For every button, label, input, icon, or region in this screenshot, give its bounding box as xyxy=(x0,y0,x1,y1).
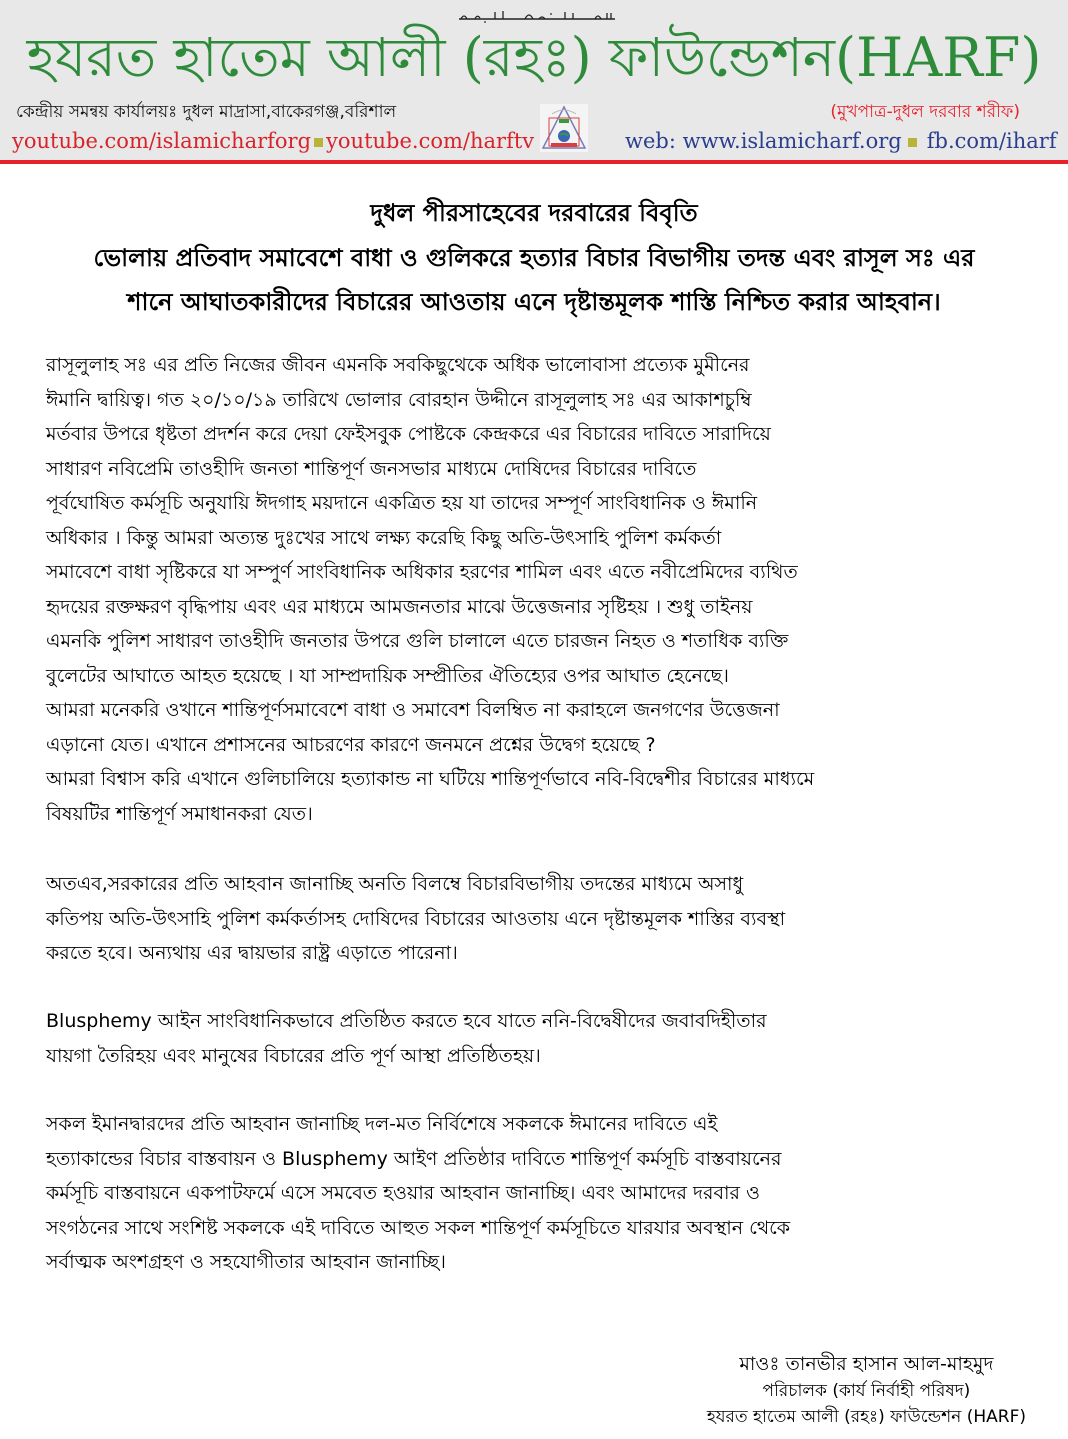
paragraph-line: সর্বাত্মক অংশগ্রহণ ও সহযোগীতার আহবান জানাচ্ছি। xyxy=(46,1251,446,1273)
header-divider xyxy=(0,160,1068,164)
web-links xyxy=(625,126,1057,156)
paragraph-line: কর্মসূচি বাস্তবায়নে একপাটফর্মে এসে সমবেত হওয়ার আহবান জানাচ্ছি। এবং আমাদের দরবার ও xyxy=(46,1182,761,1204)
youtube-link-harftv[interactable]: youtube.com/harftv xyxy=(326,129,535,153)
paragraph-line: বিষয়টির শান্তিপূর্ণ সমাধানকরা যেত। xyxy=(46,802,313,825)
paragraph-line: কতিপয় অতি-উৎসাহি পুলিশ কর্মকর্তাসহ দোষিদের বিচারের আওতায় এনে দৃষ্টান্তমূলক শাস্তির ব্যবস্থা xyxy=(46,907,786,930)
headline-line: ভোলায় প্রতিবাদ সমাবেশে বাধা ও গুলিকরে হত্যার বিচার বিভাগীয় তদন্ত এবং রাসূল সঃ এর xyxy=(93,244,975,272)
paragraph-line: হৃদয়ের রক্তক্ষরণ বৃদ্ধিপায় এবং এর মাধ্যমে আমজনতার মাঝে উত্তেজনার সৃষ্টিহয় । শুধু তাইনয় xyxy=(46,595,753,618)
paragraph-line: অধিকার । কিন্তু আমরা অত্যন্ত দুঃখের সাথে লক্ষ্য করেছি কিছু অতি-উৎসাহি পুলিশ কর্মকর্তা xyxy=(46,526,722,549)
paragraph-line: যায়গা তৈরিহয় এবং মানুষের বিচারের প্রতি পূর্ণ আস্থা প্রতিষ্ঠিতহয়। xyxy=(46,1044,541,1067)
signature-block xyxy=(707,1350,1026,1430)
paragraph-line: ঈমানি দ্বায়িত্ব। গত ২০/১০/১৯ তারিখে ভোলার বোরহান উদ্দীনে রাসূলুলাহ সঃ এর আকাশচুম্বি xyxy=(46,388,752,411)
separator-square-icon xyxy=(908,138,917,147)
headline-line: শানে আঘাতকারীদের বিচারের আওতায় এনে দৃষ্টান্তমূলক শাস্তি নিশ্চিত করার আহবান। xyxy=(127,288,941,316)
website-link[interactable]: web: www.islamicharf.org xyxy=(625,129,902,153)
signatory-role: পরিচালক (কার্য নির্বাহী পরিষদ) xyxy=(762,1381,971,1401)
paragraph-line: অতএব,সরকারের প্রতি আহবান জানাচ্ছি অনতি বিলম্বে বিচারবিভাগীয় তদন্তের মাধ্যমে অসাধু xyxy=(46,873,744,895)
letterhead xyxy=(0,0,1068,160)
separator-square-icon xyxy=(314,138,323,147)
paragraph-call-to-believers xyxy=(46,1107,1046,1280)
paragraph-demand-government xyxy=(46,867,1046,971)
paragraph-line: সংগঠনের সাথে সংশিষ্ট সকলকে এই দাবিতে আহুত সকল শান্তিপূর্ণ কর্মসূচিতে যারযার অবস্থান থেকে xyxy=(46,1216,791,1239)
paragraph-line: মর্তবার উপরে ধৃষ্টতা প্রদর্শন করে দেয়া ফেইসবুক পোষ্টকে কেন্দ্রকরে এর বিচারের দাবিতে সারাদিয়ে xyxy=(46,423,771,445)
statement-title: দুধল পীরসাহেবের দরবারের বিবৃতি xyxy=(370,199,698,227)
paragraph-line: এমনকি পুলিশ সাধারণ তাওহীদি জনতার উপরে গুলি চালালে এতে চারজন নিহত ও শতাধিক ব্যক্তি xyxy=(46,630,789,652)
paragraph-line: সমাবেশে বাধা সৃষ্টিকরে যা সম্পুর্ণ সাংবিধানিক অধিকার হরণের শামিল এবং এতে নবীপ্রেমিদের ব্যথিত xyxy=(46,561,798,583)
youtube-link-islamicharforg[interactable]: youtube.com/islamicharforg xyxy=(12,129,312,153)
central-office-address: কেন্দ্রীয় সমন্বয় কার্যালয়ঃ দুধল মাদ্রাসা,বাকেরগঞ্জ,বরিশাল xyxy=(16,102,397,122)
paragraph-line: সকল ইমানদ্বারদের প্রতি আহবান জানাচ্ছি দল-মত নির্বিশেষে সকলকে ঈমানের দাবিতে এই xyxy=(46,1113,718,1135)
paragraph-line: করতে হবে। অন্যথায় এর দ্বায়ভার রাষ্ট্র এড়াতে পারেনা। xyxy=(46,942,458,964)
paragraph-line: Blusphemy আইন সাংবিধানিকভাবে প্রতিষ্ঠিত করতে হবে যাতে ননি-বিদ্বেষীদের জবাবদিহীতার xyxy=(46,1010,767,1032)
paragraph-line: এড়ানো যেত। এখানে প্রশাসনের আচরণের কারণে জনমনে প্রশ্নের উদ্বেগ হয়েছে ? xyxy=(46,733,656,756)
mouthpiece-label: (মুখপাত্র-দুধল দরবার শরীফ) xyxy=(830,102,1020,122)
organization-title: হযরত হাতেম আলী (রহঃ) ফাউন্ডেশন(HARF) xyxy=(26,26,1042,89)
paragraph-line: বুলেটের আঘাতে আহত হয়েছে । যা সাম্প্রদায়িক সম্প্রীতির ঐতিহ্যের ওপর আঘাত হেনেছে। xyxy=(46,664,729,687)
harf-logo-icon xyxy=(540,104,588,152)
facebook-link[interactable]: fb.com/iharf xyxy=(926,129,1057,153)
paragraph-incident xyxy=(46,348,1046,831)
paragraph-line: আমরা মনেকরি ওখানে শান্তিপূর্ণসমাবেশে বাধা ও সমাবেশ বিলম্বিত না করাহলে জনগণের উত্তেজনা xyxy=(46,699,780,721)
paragraph-blasphemy-law xyxy=(46,1004,1046,1073)
paragraph-line: সাধারণ নবিপ্রেমি তাওহীদি জনতা শান্তিপূর্ণ জনসভার মাধ্যমে দোষিদের বিচারের দাবিতে xyxy=(46,457,697,480)
signatory-organization: হযরত হাতেম আলী (রহঃ) ফাউন্ডেশন (HARF) xyxy=(706,1407,1026,1427)
paragraph-line: হত্যাকান্ডের বিচার বাস্তবায়ন ও Blusphemy আইণ প্রতিষ্ঠার দাবিতে শান্তিপূর্ণ কর্মসূচি বাস্তবায়নের xyxy=(46,1147,782,1170)
paragraph-line: রাসূলুলাহ সঃ এর প্রতি নিজের জীবন এমনকি সবকিছুথেকে অধিক ভালোবাসা প্রত্যেক মুমীনের xyxy=(46,354,750,376)
paragraph-line: আমরা বিশ্বাস করি এখানে গুলিচালিয়ে হত্যাকান্ড না ঘটিয়ে শান্তিপূর্ণভাবে নবি-বিদ্বেশীর বিচারের মাধ্যমে xyxy=(46,768,815,790)
paragraph-line: পূর্বঘোষিত কর্মসূচি অনুযায়ি ঈদগাহ ময়দানে একত্রিত হয় যা তাদের সম্পূর্ণ সাংবিধানিক ও ঈমানি xyxy=(46,492,758,514)
signatory-name: মাওঃ তানভীর হাসান আল-মাহমুদ xyxy=(739,1353,994,1375)
youtube-links xyxy=(12,126,534,156)
